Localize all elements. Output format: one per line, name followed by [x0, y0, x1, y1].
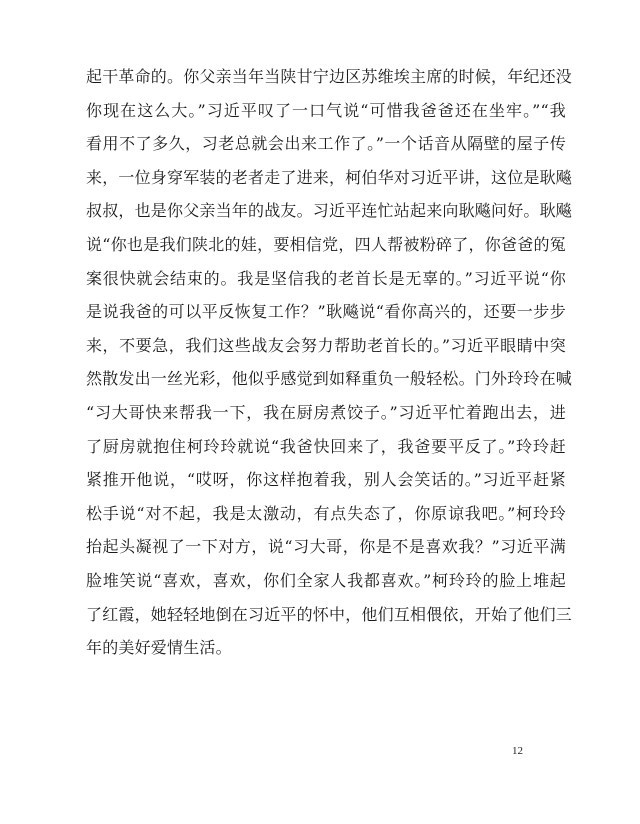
text-line-last: 年的美好爱情生活。: [86, 638, 232, 658]
text-line: 紧推开他说，“哎呀，你这样抱着我，别人会笑话的。”习近平赶紧: [86, 470, 566, 490]
text-line: 叔叔，也是你父亲当年的战友。习近平连忙站起来向耿飚问好。耿飚: [86, 201, 573, 221]
text-line: 来，一位身穿军装的老者走了进来，柯伯华对习近平讲，这位是耿飚: [86, 167, 573, 187]
body-text: [86, 60, 573, 665]
text-line: 起干革命的。你父亲当年当陕甘宁边区苏维埃主席的时候，年纪还没: [86, 67, 573, 86]
text-line: 是说我爸的可以平反恢复工作？”耿飚说“看你高兴的，还要一步步: [86, 302, 566, 322]
text-line: 你现在这么大。”习近平叹了一口气说“可惜我爸爸还在坐牢。”“我: [86, 100, 566, 120]
text-line: 抬起头凝视了一下对方，说“习大哥，你是不是喜欢我？”习近平满: [86, 537, 566, 557]
text-line: 了厨房就抱住柯玲玲就说“我爸快回来了，我爸要平反了。”玲玲赶: [86, 436, 566, 456]
text-line: 来，不要急，我们这些战友会努力帮助老首长的。”习近平眼睛中突: [86, 335, 566, 355]
text-line: 看用不了多久，习老总就会出来工作了。”一个话音从隔壁的屋子传: [86, 134, 566, 154]
text-line: 了红霞，她轻轻地倒在习近平的怀中，他们互相偎依，开始了他们三: [86, 604, 573, 624]
text-line: 松手说“对不起，我是太激动，有点失态了，你原谅我吧。”柯玲玲: [86, 503, 566, 523]
text-line: 脸堆笑说“喜欢，喜欢，你们全家人我都喜欢。”柯玲玲的脸上堆起: [86, 570, 566, 590]
text-line: “习大哥快来帮我一下，我在厨房煮饺子。”习近平忙着跑出去，进: [86, 402, 566, 422]
text-line: 然散发出一丝光彩，他似乎感觉到如释重负一般轻松。门外玲玲在喊: [86, 369, 573, 389]
text-line: 案很快就会结束的。我是坚信我的老首长是无辜的。”习近平说“你: [86, 268, 566, 288]
page-number: 12: [512, 745, 523, 757]
text-line: 说“你也是我们陕北的娃，要相信党，四人帮被粉碎了，你爸爸的冤: [86, 234, 566, 254]
